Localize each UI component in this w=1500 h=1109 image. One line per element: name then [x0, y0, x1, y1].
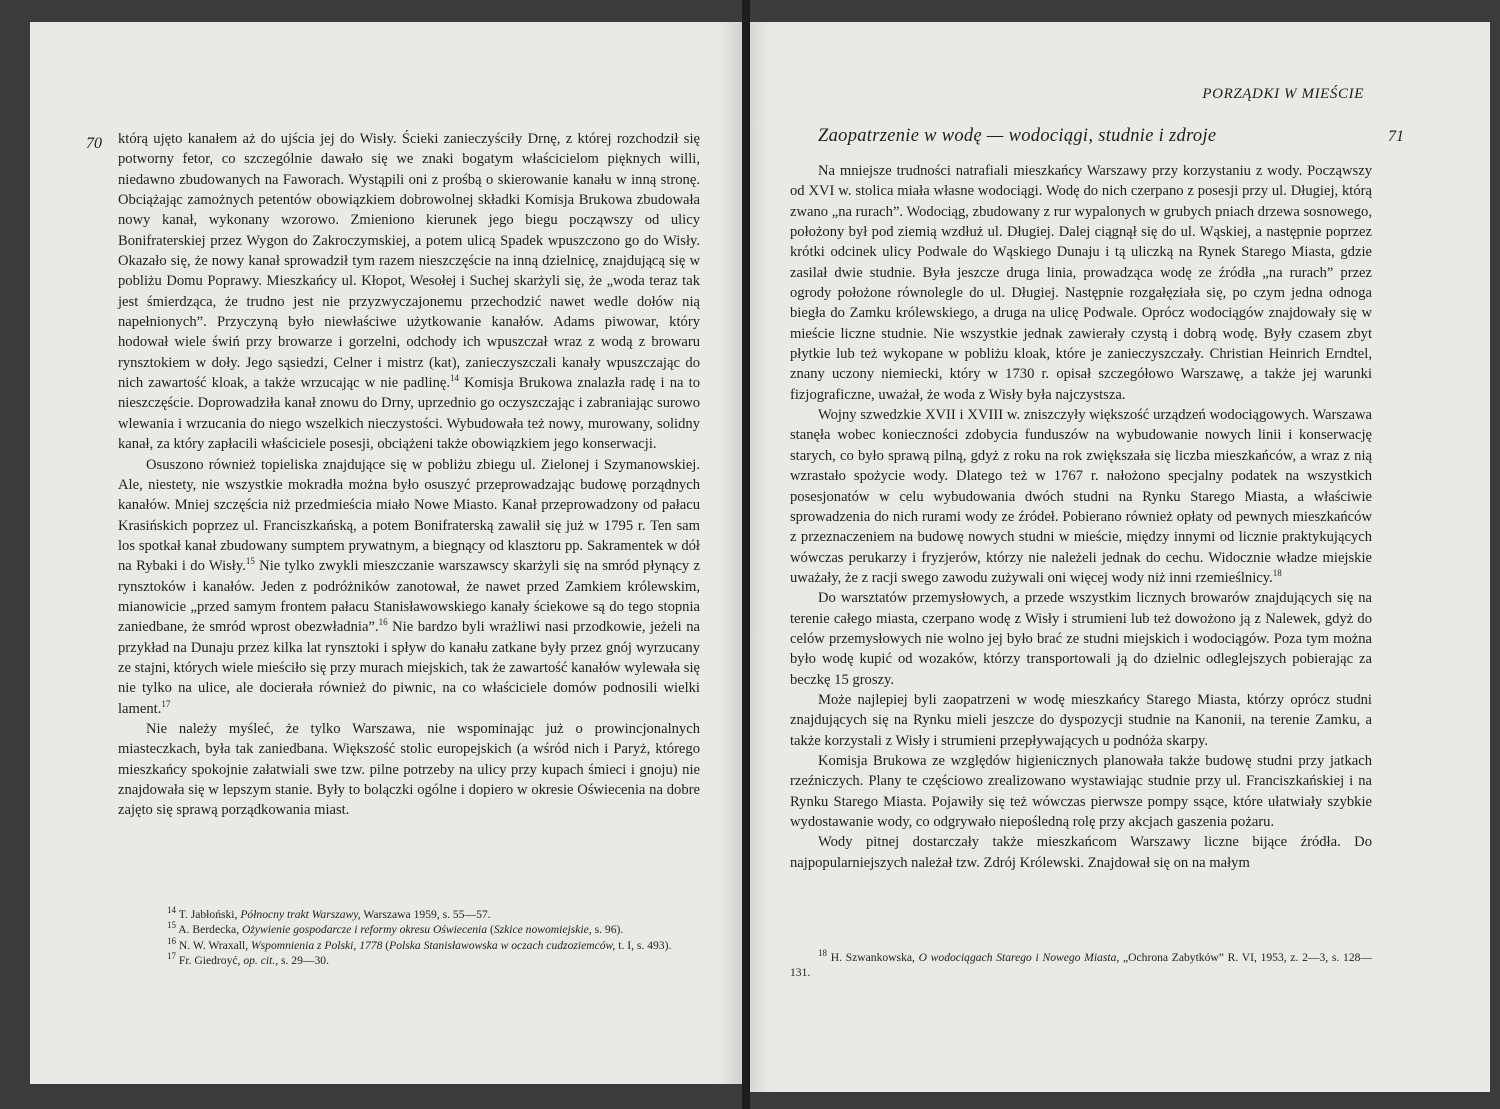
footnote-text: (: [382, 938, 390, 952]
paragraph-text: Do warsztatów przemysłowych, a przede wszystkim licznych browarów znajdujących się na terenie całego miasta, czerpano wodę z Wisły i strumieni lub też dowożono ją z Nalewek, gdyż do celów przemysłowych nie wolno jej było brać ze studni miejskich i wodociągów. Poza tym można było wodę kupić od wozaków, którzy transportowali ją do dzielnic odleglejszych pobierając za beczkę 15 groszy.: [790, 590, 1372, 688]
paragraph: [790, 690, 1372, 751]
footnote: [141, 953, 701, 968]
footnote: [141, 922, 701, 937]
gutter-shadow: [750, 22, 770, 1092]
paragraph-text: Komisja Brukowa znalazła radę i na to nieszczęście. Doprowadziła kanał znowu do Drny, uprzednio go oczyszczając i zabraniając surowo wlewania i wrzucania do niego wszelkich nieczystości. Wybudowała też nowy, murowany, solidny kanał, za który zapłacili właściciele posesji, obciążeni także obowiązkiem jego konserwacji.: [118, 375, 700, 453]
paragraph: [118, 455, 700, 719]
footnote-number: 18: [818, 948, 827, 959]
paragraph-text: Nie należy myśleć, że tylko Warszawa, nie wspominając już o prowincjonalnych miasteczkach, była tak zaniedbana. Większość stolic europejskich (a wśród nich i Paryż, którego mieszkańcy spokojnie załatwiali swe tzw. pilne potrzeby na ulicy przy kupach śmieci i gnoju) nie znajdowała się w lepszym stanie. Były to bolączki ogólne i dopiero w okresie Oświecenia na dobre zajęto się sprawą porządkowania miast.: [118, 720, 700, 819]
paragraph: [790, 405, 1372, 588]
left-page: [30, 22, 742, 1084]
footnote: [141, 907, 701, 922]
section-title: Zaopatrzenie w wodę — wodociągi, studnie i zdroje: [818, 126, 1217, 146]
footnote-text: H. Szwankowska,: [830, 951, 919, 964]
gutter-shadow: [718, 22, 742, 1084]
paragraph-text: Osuszono również topieliska znajdujące się w pobliżu zbiegu ul. Zielonej i Szymanowskiej. Ale, niestety, nie wszystkie mokradła można było osuszyć przeprowadzając budowę porządnych kanałów. Mniej szczęścia niż przedmieścia miało Nowe Miasto. Kanał przeprowadzony od pałacu Krasińskich poprzez ul. Franciszkańską, a potem Bonifraterską zawalił się już w 1795 r. Ten sam los spotkał kanał zbudowany sumptem prywatnym, a biegnący od klasztoru pp. Sakramentek w dół na Rybaki i do Wisły.: [118, 456, 700, 575]
page-number: 70: [86, 135, 102, 152]
footnote-title: Polska Stanisławowska w oczach cudzoziemców,: [389, 938, 616, 952]
paragraph: [118, 129, 700, 455]
footnote-marker: 18: [1272, 568, 1282, 579]
footnote-number: 15: [167, 920, 176, 931]
footnote-title: op. cit.,: [243, 953, 279, 967]
page-number: 71: [1388, 128, 1404, 145]
footnote-marker: 17: [161, 698, 171, 709]
footnote-text: s. 96).: [591, 923, 624, 937]
right-page: [750, 22, 1490, 1092]
body-text: [118, 129, 700, 821]
running-head: PORZĄDKI W MIEŚCIE: [1202, 86, 1364, 102]
footnote-marker: 16: [378, 617, 388, 628]
footnote-title: Szkice nowomiejskie,: [493, 923, 592, 937]
paragraph-text: Nie bardzo byli wrażliwi nasi przodkowie, jeżeli na przykład na Dunaju przez kilka lat rynsztoki i spływ do kanału zatkane były przez gnój wyrzucany ze stajni, których wiele mieściło się przy murach miejskich, tak że zawartość kanałów wylewała się nie tylko na ulice, ale docierała również do piwnic, na co właściciele domów podnosili wielki lament.: [118, 619, 700, 717]
paragraph: [790, 832, 1372, 873]
footnote: [141, 935, 701, 953]
footnote-marker: 14: [450, 373, 459, 384]
footnote-text: (: [487, 923, 494, 937]
footnote-number: 17: [167, 951, 176, 962]
footnote-text: A. Berdecka,: [178, 923, 243, 937]
footnote: [790, 950, 1372, 981]
paragraph: [790, 161, 1372, 405]
footnote-title: Wspomnienia z Polski, 1778: [251, 938, 383, 952]
footnote-text: T. Jabłoński,: [178, 908, 241, 921]
paragraph-text: Wody pitnej dostarczały także mieszkańcom Warszawy liczne bijące źródła. Do najpopularniejszych należał tzw. Zdrój Królewski. Znajdował się on na małym: [790, 834, 1372, 871]
footnotes: [141, 907, 701, 968]
book-gutter: [742, 0, 750, 1109]
body-text: [790, 161, 1372, 873]
paragraph-text: którą ujęto kanałem aż do ujścia jej do Wisły. Ścieki zanieczyściły Drnę, z której rozchodził się potworny fetor, co szczególnie dawało się we znaki bogatym właścicielom pięknych willi, niedawno zbudowanych na Faworach. Wystąpili oni z prośbą o skierowanie kanału w inną stronę. Obciążając zamożnych petentów obowiązkiem dobrowolnej składki Komisja Brukowa zbudowała nowy kanał, wykonany wzorowo. Zmieniono kierunek jego biegu począwszy od ulicy Bonifraterskiej przez Wygon do Zakroczymskiej, a potem ulicą Spadek wpuszczono go do Wisły. Okazało się, że nowy kanał sprowadził tym razem nieszczęście na inną dzielnicę, znajdującą się w pobliżu Domu Poprawy. Mieszkańcy ul. Kłopot, Wesołej i Suchej skarżyli się, że „woda teraz tak jest śmierdząca, że trudno jest nie przyzwyczajonemu przechodzić nawet wedle dołów nią napełnionych”. Przyczyną było niewłaściwe użytkowanie kanałów. Adams piwowar, który hodował wiele świń przy browarze i gorzelni, odchody ich wpuszczał wraz z wodą z browaru rynsztokiem w doły. Jego sąsiedzi, Celner i mistrz (kat), zanieczyszczali kanały wpuszczając do nich zawartość kloak, a także wrzucając w nie padlinę.: [118, 131, 700, 392]
paragraph-text: Może najlepiej byli zaopatrzeni w wodę mieszkańcy Starego Miasta, którzy oprócz studni znajdujących się na Rynku mieli jeszcze do dyspozycji studnie na Kanonii, na terenie Zamku, a także korzystali z Wisły i strumieni przepływających u podnóża skarpy.: [790, 691, 1372, 749]
footnote-text: Warszawa 1959, s. 55—57.: [360, 908, 491, 921]
footnote-text: N. W. Wraxall,: [178, 938, 251, 952]
paragraph: [118, 719, 700, 821]
footnote-number: 16: [167, 935, 176, 946]
footnote-number: 14: [167, 905, 176, 916]
footnote-title: O wodociągach Starego i Nowego Miasta,: [918, 951, 1120, 964]
footnote-text: „Ochrona Zabytków” R. VI, 1953, z. 2—3, s. 128—131.: [790, 951, 1373, 980]
footnote-marker: 15: [245, 556, 255, 567]
paragraph-text: Wojny szwedzkie XVII i XVIII w. zniszczyły większość urządzeń wodociągowych. Warszawa stanęła wobec konieczności zdobycia funduszów na wybudowanie nowych linii i konserwację starych, co było sprawą pilną, gdyż z roku na rok zwiększała się liczba mieszkańców, a wraz z nią wzrastało spożycie wody. Dlatego też w 1767 r. nałożono specjalny podatek na wszystkich posesjonatów w celu wybudowania dwóch studni na Rynku Starego Miasta, a właściwie sprowadzenia do nich rurami wody ze źródeł. Pobierano również opłaty od pewnych mieszkańców z przeznaczeniem na budowę nowych studni w mieście, między innymi od licznie praktykujących wówczas perukarzy i fryzjerów, którzy nie należeli jednak do cechu. Widocznie władze miejskie uważały, że z racji swego zawodu zużywali oni więcej wody niż inni rzemieślnicy.: [790, 407, 1372, 586]
paragraph: [790, 751, 1372, 832]
paragraph-text: Nie tylko zwykli mieszczanie warszawscy skarżyli się na smród płynący z rynsztoków i kanałów. Jeden z podróżników zanotował, że nawet przed Zamkiem królewskim, mianowicie „przed samym frontem pałacu Stanisławowskiego kanały ściekowe są do tego stopnia zaniedbane, że smród wprost obezwładnia”.: [118, 558, 700, 636]
footnote-text: s. 29—30.: [278, 953, 329, 967]
footnotes: [790, 950, 1372, 981]
footnote-title: Północny trakt Warszawy,: [240, 908, 361, 921]
paragraph-text: Komisja Brukowa ze względów higienicznych planowała także budowę studni przy jatkach rzeźniczych. Plany te częściowo zrealizowano wystawiając studnie przy ul. Franciszkańskiej i na Rynku Starego Miasta. Pojawiły się też wówczas pierwsze pompy ssące, które ułatwiały szybkie wydostawanie wody, co odgrywało niepośledną rolę przy akcjach gaszenia pożaru.: [790, 752, 1372, 830]
footnote-title: Ożywienie gospodarcze i reformy okresu Oświecenia: [242, 923, 488, 937]
paragraph: [790, 588, 1372, 690]
footnote-text: Fr. Giedroyć,: [178, 953, 244, 967]
paragraph-text: Na mniejsze trudności natrafiali mieszkańcy Warszawy przy korzystaniu z wody. Począwszy od XVI w. stolica miała własne wodociągi. Wodę do nich czerpano z posesji przy ul. Długiej, którą zwano „na rurach”. Wodociąg, zbudowany z rur wypalonych w grubych pniach drzewa sosnowego, położony był pod ziemią wzdłuż ul. Długiej. Dalej ciągnął się do ul. Wąskiej, a następnie poprzez krótki odcinek ulicy Podwale do Wąskiego Dunaju i tą uliczką na Rynek Starego Miasta, gdzie zasilał dwie studnie. Była jeszcze druga linia, prowadząca wodę ze źródła „na rurach” przez ogrody położone równolegle do ul. Długiej. Następnie rozgałęziała się, po czym jedna odnoga biegła do Zamku królewskiego, a druga na ulicę Podwale. Oprócz wodociągów znajdowały się w mieście liczne studnie. Nie wszystkie jednak zawierały czystą i dobrą wodę. Były czasem zbyt płytkie lub też wykopane w pobliżu kloak, które je zanieczyszczały. Christian Heinrich Erndtel, znany uczony niemiecki, który w 1730 r. opisał szczegółowo Warszawę, a także jej warunki fizjograficzne, uważał, że woda z Wisły była najczystsza.: [790, 163, 1372, 403]
footnote-text: t. I, s. 493).: [615, 938, 672, 952]
